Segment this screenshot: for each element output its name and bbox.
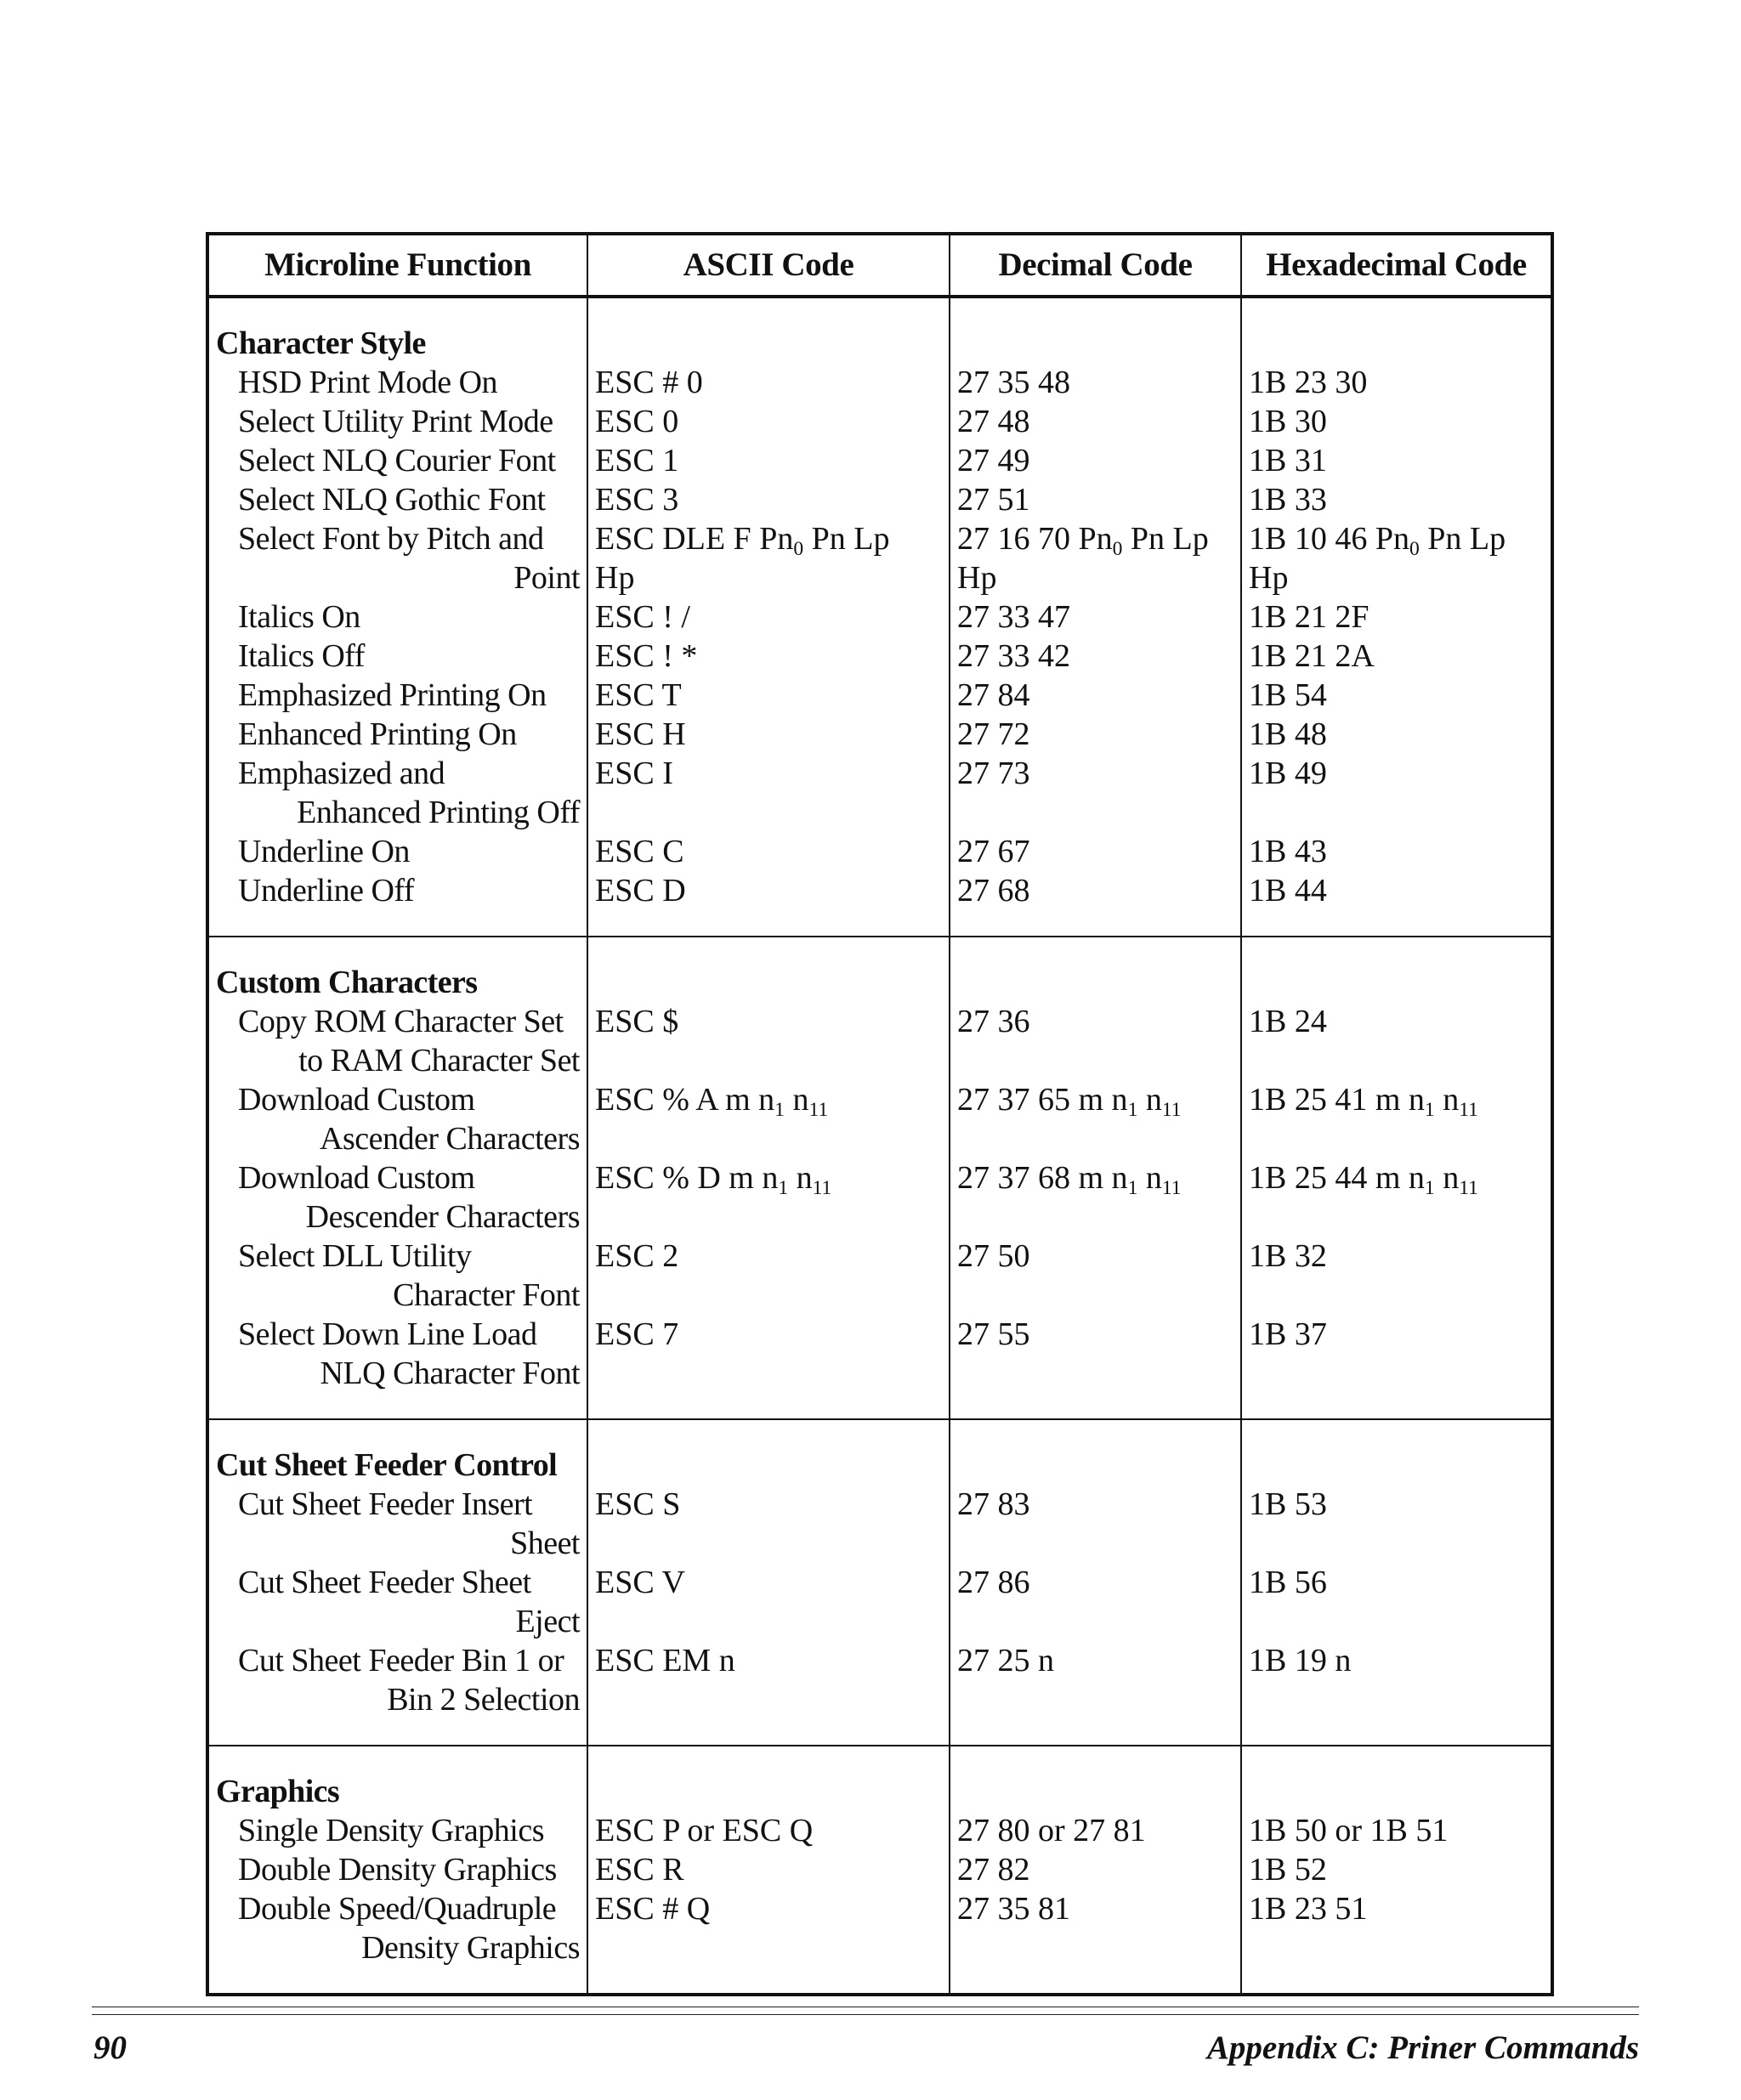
hex-code-value: 1B 43 — [1249, 834, 1327, 869]
ascii-code-value: ESC % A m $n_1$ $n_{11}$ — [595, 1082, 829, 1122]
ascii-code-value: ESC DLE F $Pn_0$ Pn Lp — [595, 521, 890, 561]
function-label: HSD Print Mode On — [238, 365, 498, 400]
decimal-code-value: 27 16 70 $Pn_0$ Pn Lp — [957, 521, 1209, 561]
hex-code-value: 1B 23 51 — [1249, 1891, 1368, 1927]
hex-code-value: 1B 31 — [1249, 443, 1327, 478]
function-label: Select Utility Print Mode — [238, 404, 553, 439]
decimal-code-value: 27 55 — [957, 1316, 1030, 1352]
hex-code-value: 1B 32 — [1249, 1238, 1327, 1274]
function-label: Select Down Line Load — [238, 1316, 537, 1352]
section-title: Cut Sheet Feeder Control — [216, 1447, 558, 1483]
ascii-code-value: ESC EM n — [595, 1643, 735, 1678]
function-label: Double Density Graphics — [238, 1852, 557, 1888]
decimal-code-value: 27 35 81 — [957, 1891, 1070, 1927]
function-label-continued: Character Font — [393, 1277, 580, 1313]
cell-hex-code — [1241, 324, 1552, 910]
function-label: Select Font by Pitch and — [238, 521, 544, 557]
hex-code-value: 1B 25 41 m $n_1$ $n_{11}$ — [1249, 1082, 1478, 1122]
hex-code-value: 1B 33 — [1249, 482, 1327, 518]
decimal-code-value: 27 48 — [957, 404, 1030, 439]
function-label: Cut Sheet Feeder Bin 1 or — [238, 1643, 564, 1678]
cell-ascii-code — [587, 324, 950, 910]
ascii-code-value: ESC 1 — [595, 443, 679, 478]
hex-code-value: 1B 37 — [1249, 1316, 1327, 1352]
decimal-code-value: 27 36 — [957, 1004, 1030, 1039]
function-label: Cut Sheet Feeder Insert — [238, 1486, 533, 1522]
ascii-code-value: ESC R — [595, 1852, 684, 1888]
decimal-code-value: 27 37 68 m $n_1$ $n_{11}$ — [957, 1160, 1182, 1200]
decimal-code-value: 27 33 42 — [957, 638, 1070, 674]
cell-ascii-code — [587, 1446, 950, 1719]
cell-function — [207, 1446, 587, 1719]
function-label: Underline Off — [238, 873, 415, 908]
function-label: Italics Off — [238, 638, 365, 674]
function-label: Cut Sheet Feeder Sheet — [238, 1565, 531, 1600]
section-title: Character Style — [216, 325, 426, 361]
section-title: Graphics — [216, 1774, 340, 1809]
function-label-continued: to RAM Character Set — [298, 1043, 580, 1078]
section-title: Custom Characters — [216, 965, 478, 1000]
col-header-decimal: Decimal Code — [950, 234, 1241, 297]
hex-code-value: 1B 19 n — [1249, 1643, 1352, 1678]
decimal-code-value: 27 35 48 — [957, 365, 1070, 400]
function-label: Download Custom — [238, 1160, 475, 1196]
decimal-code-value: 27 82 — [957, 1852, 1030, 1888]
ascii-code-value: ESC # 0 — [595, 365, 703, 400]
decimal-code-value: 27 83 — [957, 1486, 1030, 1522]
function-label: Italics On — [238, 599, 360, 635]
ascii-code-value: ESC D — [595, 873, 686, 908]
ascii-code-value: ESC C — [595, 834, 684, 869]
function-label: Emphasized and — [238, 756, 445, 791]
cell-hex-code — [1241, 1772, 1552, 1967]
decimal-code-value: 27 72 — [957, 716, 1030, 752]
table-header — [207, 234, 1552, 297]
function-label: Underline On — [238, 834, 410, 869]
function-label: Emphasized Printing On — [238, 677, 547, 713]
decimal-code-value: 27 86 — [957, 1565, 1030, 1600]
function-label-continued: Bin 2 Selection — [387, 1682, 580, 1718]
cell-decimal-code — [950, 324, 1241, 910]
cell-function — [207, 963, 587, 1393]
ascii-code-value: ESC H — [595, 716, 686, 752]
function-label: Select DLL Utility — [238, 1238, 472, 1274]
hex-code-value: 1B 25 44 m $n_1$ $n_{11}$ — [1249, 1160, 1478, 1200]
cell-function — [207, 1772, 587, 1967]
cell-decimal-code — [950, 1446, 1241, 1719]
hex-code-value: 1B 48 — [1249, 716, 1327, 752]
function-label: Copy ROM Character Set — [238, 1004, 564, 1039]
section-content — [207, 963, 1552, 1393]
decimal-code-value: 27 51 — [957, 482, 1030, 518]
cell-ascii-code — [587, 963, 950, 1393]
ascii-code-value: ESC 3 — [595, 482, 679, 518]
cell-ascii-code — [587, 1772, 950, 1967]
decimal-code-value: Hp — [957, 560, 997, 596]
decimal-code-value: 27 37 65 m $n_1$ $n_{11}$ — [957, 1082, 1182, 1122]
running-title: Appendix C: Priner Commands — [1206, 2029, 1639, 2066]
hex-code-value: 1B 21 2A — [1249, 638, 1375, 674]
ascii-code-value: ESC ! * — [595, 638, 698, 674]
function-label: Enhanced Printing On — [238, 716, 517, 752]
ascii-code-value: ESC $ — [595, 1004, 679, 1039]
function-label: Select NLQ Courier Font — [238, 443, 556, 478]
ascii-code-value: ESC S — [595, 1486, 681, 1522]
hex-code-value: 1B 30 — [1249, 404, 1327, 439]
decimal-code-value: 27 73 — [957, 756, 1030, 791]
hex-code-value: 1B 23 30 — [1249, 365, 1368, 400]
function-label-continued: Ascender Characters — [320, 1121, 580, 1157]
function-label: Select NLQ Gothic Font — [238, 482, 546, 518]
ascii-code-value: ESC 0 — [595, 404, 679, 439]
hex-code-value: 1B 24 — [1249, 1004, 1327, 1039]
decimal-code-value: 27 50 — [957, 1238, 1030, 1274]
decimal-code-value: 27 80 or 27 81 — [957, 1813, 1146, 1848]
decimal-code-value: 27 49 — [957, 443, 1030, 478]
section-content — [207, 1772, 1552, 1967]
function-label-continued: Descender Characters — [305, 1199, 580, 1235]
section-2 — [207, 1419, 1552, 1746]
ascii-code-value: ESC V — [595, 1565, 685, 1600]
function-label: Double Speed/Quadruple — [238, 1891, 557, 1927]
ascii-code-value: ESC % D m $n_1$ $n_{11}$ — [595, 1160, 832, 1200]
decimal-code-value: 27 25 n — [957, 1643, 1054, 1678]
hex-code-value: 1B 10 46 $Pn_0$ Pn Lp — [1249, 521, 1506, 561]
hex-code-value: 1B 54 — [1249, 677, 1327, 713]
cell-function — [207, 324, 587, 910]
function-label-continued: Sheet — [510, 1525, 580, 1561]
function-label: Single Density Graphics — [238, 1813, 545, 1848]
hex-code-value: 1B 50 or 1B 51 — [1249, 1813, 1449, 1848]
section-0 — [207, 297, 1552, 937]
ascii-code-value: ESC 2 — [595, 1238, 679, 1274]
cell-decimal-code — [950, 1772, 1241, 1967]
hex-code-value: 1B 52 — [1249, 1852, 1327, 1888]
ascii-code-value: ESC I — [595, 756, 673, 791]
hex-code-value: 1B 56 — [1249, 1565, 1327, 1600]
hex-code-value: 1B 53 — [1249, 1486, 1327, 1522]
function-label-continued: Enhanced Printing Off — [297, 795, 580, 830]
function-label-continued: Density Graphics — [361, 1930, 580, 1966]
col-header-hex: Hexadecimal Code — [1241, 234, 1552, 297]
cell-hex-code — [1241, 1446, 1552, 1719]
ascii-code-value: ESC T — [595, 677, 682, 713]
ascii-code-value: ESC P or ESC Q — [595, 1813, 814, 1848]
ascii-code-value: ESC # Q — [595, 1891, 711, 1927]
decimal-code-value: 27 33 47 — [957, 599, 1070, 635]
decimal-code-value: 27 84 — [957, 677, 1030, 713]
col-header-ascii: ASCII Code — [587, 234, 950, 297]
hex-code-value: 1B 44 — [1249, 873, 1327, 908]
page-number: 90 — [94, 2029, 127, 2066]
ascii-code-value: ESC 7 — [595, 1316, 679, 1352]
section-3 — [207, 1746, 1552, 1995]
ascii-code-value: ESC ! / — [595, 599, 690, 635]
function-label: Download Custom — [238, 1082, 475, 1118]
function-label-continued: Point — [513, 560, 580, 596]
printer-command-table — [206, 232, 1554, 1996]
section-content — [207, 1446, 1552, 1719]
cell-hex-code — [1241, 963, 1552, 1393]
hex-code-value: Hp — [1249, 560, 1289, 596]
footer-rule-bottom — [92, 2014, 1639, 2015]
hex-code-value: 1B 49 — [1249, 756, 1327, 791]
ascii-code-value: Hp — [595, 560, 635, 596]
cell-decimal-code — [950, 963, 1241, 1393]
section-content — [207, 324, 1552, 910]
col-header-function: Microline Function — [207, 234, 587, 297]
function-label-continued: Eject — [515, 1604, 580, 1639]
hex-code-value: 1B 21 2F — [1249, 599, 1370, 635]
decimal-code-value: 27 67 — [957, 834, 1030, 869]
decimal-code-value: 27 68 — [957, 873, 1030, 908]
function-label-continued: NLQ Character Font — [320, 1356, 580, 1391]
section-1 — [207, 937, 1552, 1419]
